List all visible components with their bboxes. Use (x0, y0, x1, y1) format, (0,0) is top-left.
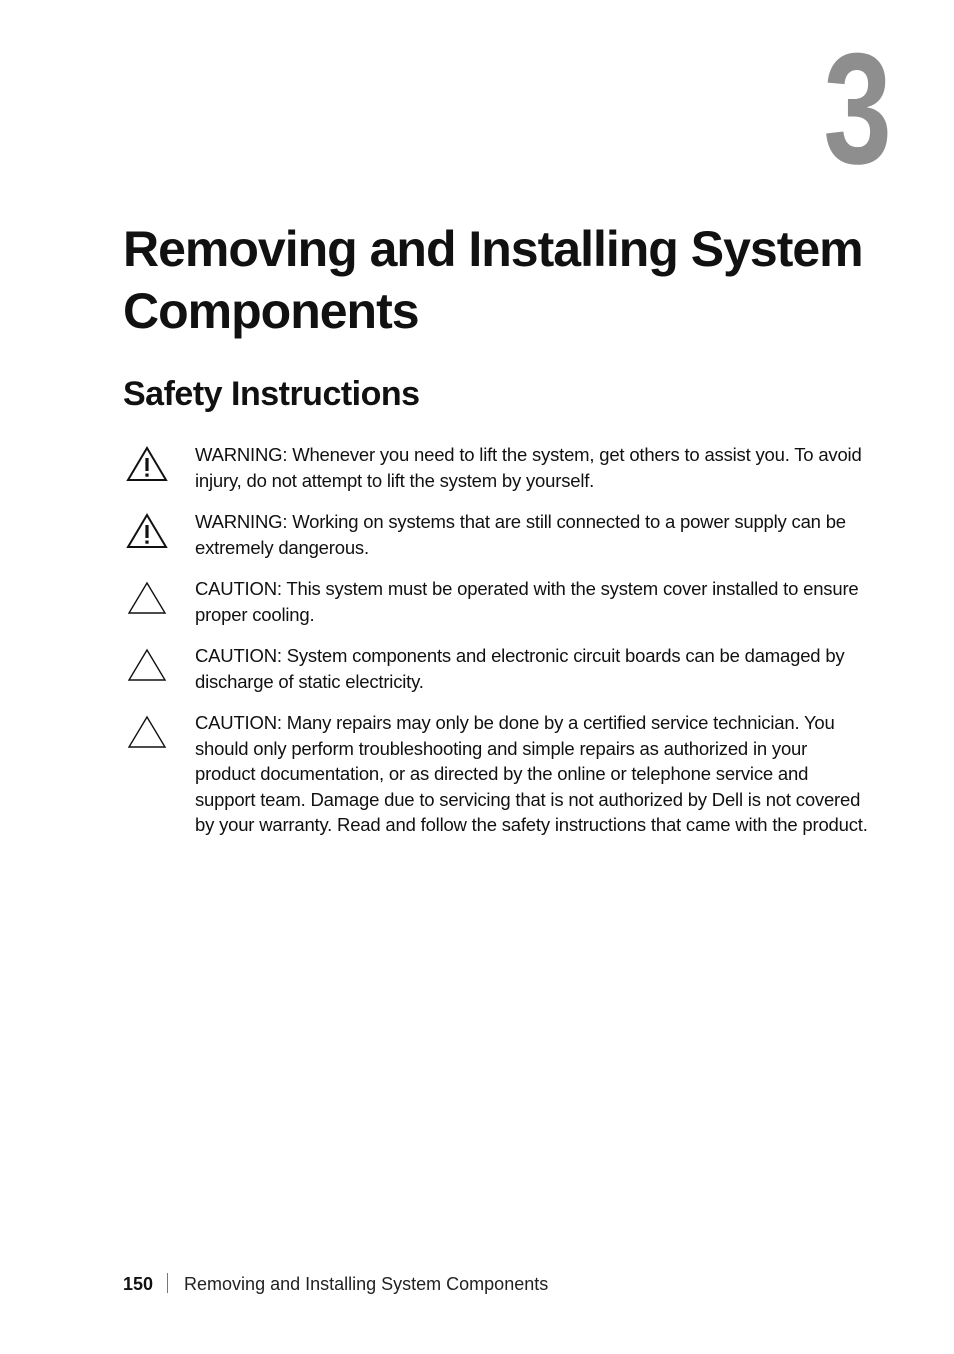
notice-text: CAUTION: System components and electronic circuit boards can be damaged by discharge of static electricity. (195, 645, 845, 692)
chapter-number: 3 (823, 21, 892, 197)
footer-divider (167, 1273, 168, 1293)
warning-icon (126, 446, 168, 482)
notice-text: WARNING: Working on systems that are still connected to a power supply can be extremely dangerous. (195, 511, 846, 558)
notice-text: CAUTION: Many repairs may only be done by a certified service technician. You should only perform troubleshooting and simple repairs as authorized in your product documentation, or as directed by the online or telephone service and support team. Damage due to servicing that is not authorized by Dell is not covered by your warranty. Read and follow the safety instructions that came with the product. (195, 712, 868, 835)
notice-text: CAUTION: This system must be operated with the system cover installed to ensure proper cooling. (195, 578, 859, 625)
running-title: Removing and Installing System Components (184, 1274, 549, 1294)
page-number: 150 (123, 1274, 154, 1294)
safety-notices-list (123, 442, 868, 854)
caution-icon (126, 580, 168, 616)
caution-notice (123, 576, 868, 627)
notice-text: WARNING: Whenever you need to lift the system, get others to assist you. To avoid injury, do not attempt to lift the system by yourself. (195, 444, 862, 491)
page-footer (123, 1272, 548, 1296)
section-title: Safety Instructions (123, 375, 420, 413)
caution-icon (126, 647, 168, 683)
caution-icon (126, 714, 168, 750)
warning-icon (126, 513, 168, 549)
caution-notice (123, 643, 868, 694)
caution-notice (123, 710, 868, 838)
warning-notice (123, 509, 868, 560)
chapter-title: Removing and Installing System Components (123, 221, 863, 339)
warning-notice (123, 442, 868, 493)
